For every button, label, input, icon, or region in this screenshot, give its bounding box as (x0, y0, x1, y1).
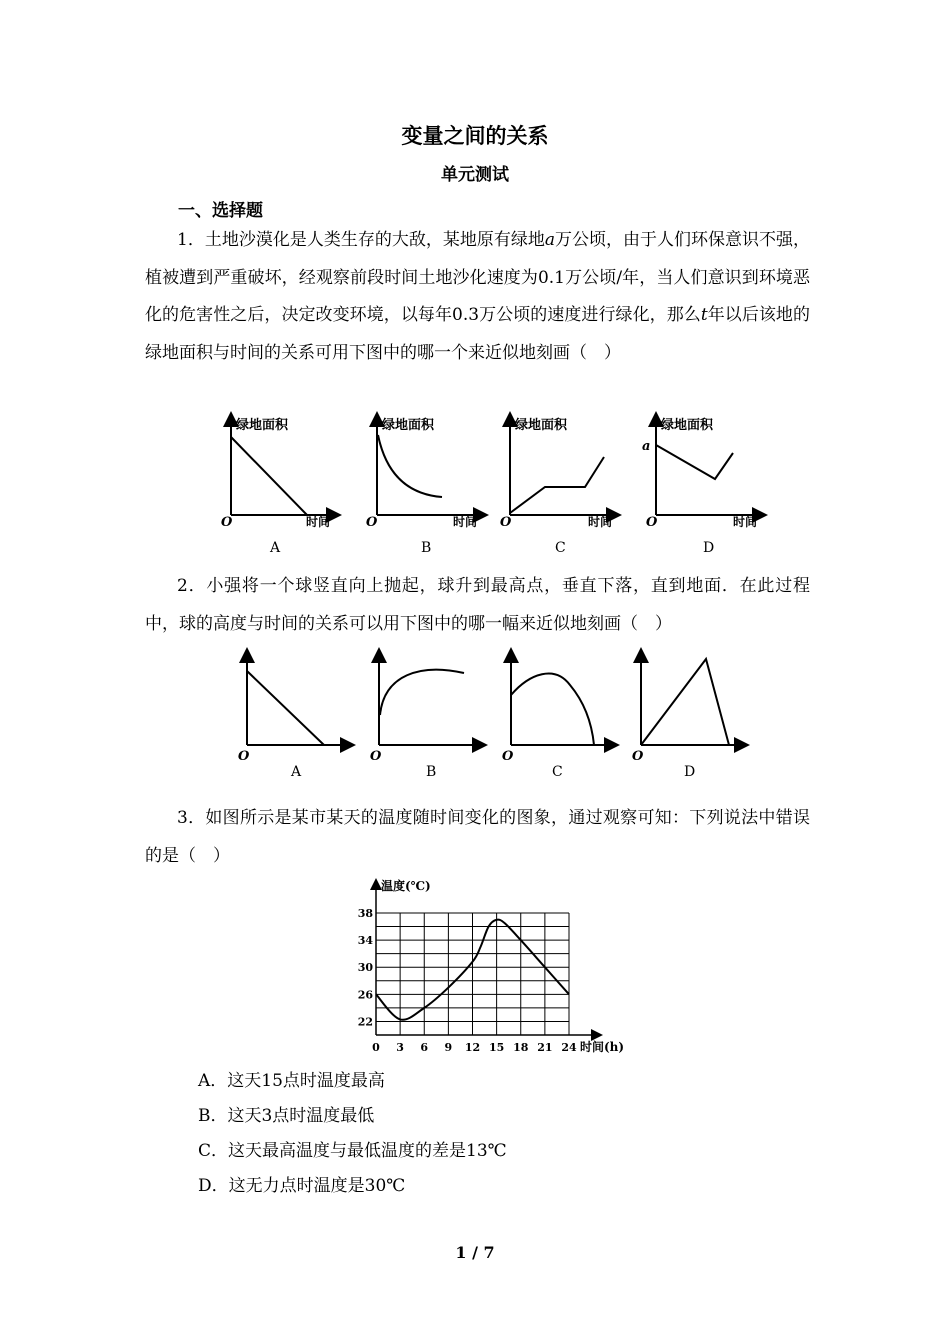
question-2 (145, 568, 810, 643)
option-label-c: C (555, 540, 566, 556)
q3-option-d: D．这无力点时温度是30℃ (198, 1176, 406, 1196)
x-label: 时间 (306, 515, 331, 529)
x-label: 时间 (733, 515, 758, 529)
chart-x-label: 时间(h) (580, 1040, 625, 1054)
chart-x-ticks (372, 1041, 577, 1054)
graph-line (247, 671, 324, 745)
x-tick-label: 24 (561, 1041, 577, 1054)
origin-label: O (502, 749, 514, 764)
graph-line (510, 457, 604, 513)
q1-var-t: t (700, 305, 708, 325)
y-tick-label: 30 (357, 961, 373, 975)
x-tick-label: 18 (513, 1041, 529, 1054)
chart-grid (376, 913, 569, 1035)
q1-graph-b (366, 415, 485, 556)
option-label-d: D (703, 540, 715, 556)
origin-label: O (632, 749, 644, 764)
question-1 (145, 222, 810, 372)
q2-graphs (0, 645, 950, 790)
question-3 (145, 800, 810, 875)
origin-label: O (366, 515, 378, 530)
q2-graph-a (238, 651, 352, 780)
chart-y-label: 温度(℃) (381, 879, 431, 893)
option-label-a: A (270, 540, 281, 556)
q3-option-c: C．这天最高温度与最低温度的差是13℃ (198, 1141, 507, 1161)
graph-curve (378, 435, 442, 497)
q1-text-part1: 1．土地沙漠化是人类生存的大敌，某地原有绿地 (177, 230, 545, 250)
q2-graph-b (370, 651, 484, 780)
x-label: 时间 (588, 515, 613, 529)
x-tick-label: 6 (420, 1041, 429, 1054)
x-label: 时间 (453, 515, 478, 529)
graph-curve (511, 674, 594, 745)
graph-line (656, 445, 733, 479)
q1-graph-d (642, 415, 764, 556)
a-label: a (642, 439, 651, 454)
q3-option-b: B．这天3点时温度最低 (198, 1106, 375, 1126)
y-tick-label: 26 (357, 988, 373, 1002)
page-title: 变量之间的关系 (401, 123, 549, 148)
q2-text: 2．小强将一个球竖直向上抛起，球升到最高点，垂直下落，直到地面．在此过程中，球的高度与时间的关系可以用下图中的哪一幅来近似地刻画（ ） (145, 576, 810, 634)
q1-var-a: a (544, 230, 555, 250)
graph-line (231, 437, 307, 515)
y-label: 绿地面积 (236, 418, 289, 433)
graph-line (641, 659, 729, 745)
x-tick-label: 9 (444, 1041, 453, 1054)
q2-graph-d (632, 651, 746, 780)
x-tick-label: 15 (488, 1041, 505, 1054)
temperature-chart (355, 875, 635, 1060)
q1-text-part2: 万公顷，由于人们环保意识不强，植被遭到严重破坏，经观察前段时间土地沙化速度为0.1万公顷/年，当人们意识到环境恶化的危害性之后，决定改变环境，以每年0.3万公顷的速度进行绿化，那么 (145, 230, 810, 325)
x-tick-label: 0 (372, 1041, 380, 1054)
page-subtitle: 单元测试 (441, 165, 509, 185)
y-tick-label: 38 (357, 907, 373, 920)
page-number: 1 / 7 (455, 1243, 495, 1262)
x-tick-label: 12 (464, 1041, 481, 1054)
q2-graph-c (502, 651, 616, 780)
q1-text-part3: 年以后该地的绿地面积与时间的关系可用下图中的哪一个来近似地刻画（ ） (145, 305, 810, 363)
q1-graph-c (500, 415, 618, 556)
origin-label: O (238, 749, 250, 764)
option-label-b: B (421, 540, 432, 556)
q1-graphs (0, 405, 950, 565)
graph-curve (380, 670, 464, 715)
option-label-a: A (291, 764, 302, 780)
q3-text: 3．如图所示是某市某天的温度随时间变化的图象，通过观察可知：下列说法中错误的是（ ） (145, 808, 810, 866)
y-label: 绿地面积 (661, 418, 714, 433)
y-tick-label: 34 (357, 934, 373, 948)
y-label: 绿地面积 (515, 418, 568, 433)
option-label-d: D (684, 764, 696, 780)
option-label-c: C (552, 764, 563, 780)
y-tick-label: 22 (357, 1015, 373, 1029)
chart-y-ticks (358, 907, 374, 1028)
x-tick-label: 3 (396, 1041, 404, 1054)
origin-label: O (370, 749, 382, 764)
q1-graph-a (221, 415, 338, 556)
section-heading: 一、选择题 (178, 201, 263, 221)
q3-option-a: A．这天15点时温度最高 (198, 1071, 385, 1091)
origin-label: O (646, 515, 658, 530)
option-label-b: B (426, 764, 437, 780)
x-tick-label: 21 (537, 1041, 553, 1054)
y-label: 绿地面积 (382, 418, 435, 433)
origin-label: O (500, 515, 512, 530)
origin-label: O (221, 515, 233, 530)
